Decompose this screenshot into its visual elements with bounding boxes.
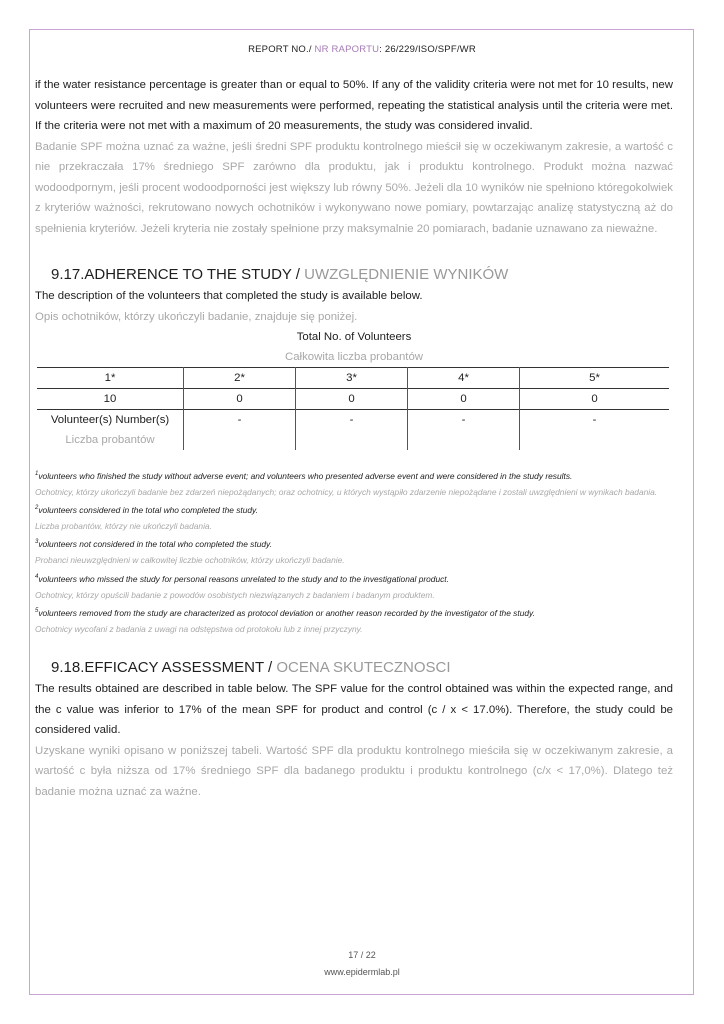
intro-paragraph-pl: Badanie SPF można uznać za ważne, jeśli średni SPF produktu kontrolnego mieścił się w oczekiwanym zakresie, a wartość c nie przekraczała 17% średniego SPF zarówno dla produktu, jak i produktu kontrolnego. Produkt można nazwać wodoodpornym, jeśli procent wodoodporności jest większy lub równy 50%. Jeżeli dla 10 wyników nie spełniono któregokolwiek z kryteriów ważności, rekrutowano nowych ochotników i wykonywano nowe pomiary, powtarzając analizę statystyczną aż do spełnienia kryteriów. Jeżeli kryteria nie zostały spełnione przy maksymalnie 20 pomiarach, badanie uznawano za nieważne. <box>35 140 673 235</box>
table-total-cell: 0 <box>296 389 408 410</box>
table-total-cell: 10 <box>103 393 117 405</box>
page-content <box>35 75 673 802</box>
table-total-cell: 0 <box>184 389 296 410</box>
section-918-heading <box>35 659 673 676</box>
footnote-pl: Probanci nieuwzględnieni w całkowitej liczbie ochotników, którzy ukończyli badanie. <box>35 555 345 566</box>
table-number-cell: - <box>296 410 408 451</box>
table-header-cell: 2* <box>184 368 296 389</box>
table-totals-row <box>37 389 669 410</box>
section-917-heading <box>35 266 673 283</box>
section-918-text-en: The results obtained are described in table below. The SPF value for the control obtained was within the expected range, and the c value was inferior to 17% of the mean SPF for product and control (c / x < 17.0%). Therefore, the study could be considered valid. <box>35 683 673 737</box>
footnote-en: $^3$volunteers not considered in the total who completed the study. <box>35 539 272 550</box>
footnotes <box>35 466 673 637</box>
footnote-pl: Ochotnicy, którzy ukończyli badanie bez zdarzeń niepożądanych; oraz ochotnicy, u których wystąpiło zdarzenie niepożądane i zostali uwzględnieni w wynikach badania. <box>35 487 658 497</box>
volunteers-table <box>37 367 669 450</box>
footnote-pl: Ochotnicy wycofani z badania z uwagi na odstępstwa od protokołu lub z innej przyczyny. <box>35 623 363 634</box>
section-917-text-en: The description of the volunteers that completed the study is available below. <box>35 290 423 302</box>
footnote-en: $^1$volunteers who finished the study without adverse event; and volunteers who presented adverse event and were considered in the study results. <box>35 470 573 481</box>
report-header <box>0 44 724 55</box>
section-918-text-pl: Uzyskane wyniki opisano w poniższej tabeli. Wartość SPF dla produktu kontrolnego mieściła się w oczekiwanym zakresie, a wartość c była niższa od 17% średniego SPF dla badanego produktu i produktu kontrolnego (c/x < 17,0%). Dlatego też badanie można uznać za ważne. <box>35 744 673 798</box>
report-number: : 26/229/ISO/SPF/WR <box>379 44 476 55</box>
section-917-text-pl: Opis ochotników, którzy ukończyli badanie, znajduje się poniżej. <box>35 310 358 323</box>
footnote-pl: Ochotnicy, którzy opuścili badanie z powodów osobistych niezwiązanych z badaniem i badanym produktem. <box>35 589 435 600</box>
intro-paragraph-en: if the water resistance percentage is greater than or equal to 50%. If any of the validity criteria were not met for 10 results, new volunteers were recruited and new measurements were performed, repeating the statistical analysis until the criteria were met. If the criteria were not met with a maximum of 20 measurements, the study was considered invalid. <box>35 79 673 132</box>
table-total-cell: 0 <box>408 389 520 410</box>
page-number: 17 / 22 <box>348 950 376 960</box>
section-917-title-pl: UWZGLĘDNIENIE WYNIKÓW <box>304 266 509 283</box>
footnote-en: $^4$volunteers who missed the study for personal reasons unrelated to the study and to the investigational product. <box>35 573 449 584</box>
footnote-pl: Liczba probantów, którzy nie ukończyli badania. <box>35 521 212 532</box>
table-number-cell: - <box>184 410 296 451</box>
report-prefix-pl: NR RAPORTU <box>314 44 380 55</box>
section-918-title-pl: OCENA SKUTECZNOSCI <box>276 659 451 677</box>
table-header-cell: 5* <box>520 368 670 389</box>
report-prefix: REPORT NO./ <box>248 44 315 55</box>
website-link[interactable]: www.epidermlab.pl <box>324 967 400 977</box>
table-number-cell: - <box>520 410 670 451</box>
table-header-cell: 1* <box>104 372 116 384</box>
footnote-en: $^2$volunteers considered in the total who completed the study. <box>35 505 258 515</box>
table-row-label <box>37 410 184 451</box>
table-title-en: Total No. of Volunteers <box>296 331 412 343</box>
table-header-row <box>37 368 669 389</box>
table-header-cell: 4* <box>408 368 520 389</box>
table-number-cell: - <box>408 410 520 451</box>
table-title-pl: Całkowita liczba probantów <box>284 351 424 363</box>
row-label-pl: Liczba probantów <box>65 434 155 446</box>
table-total-cell: 0 <box>520 389 670 410</box>
table-header-cell: 3* <box>296 368 408 389</box>
row-label-en: Volunteer(s) Number(s) <box>50 414 170 426</box>
section-918-title-en: 9.18.EFFICACY ASSESSMENT / <box>51 659 277 677</box>
section-917-title-en: 9.17.ADHERENCE TO THE STUDY / <box>51 266 305 283</box>
table-numbers-row <box>37 410 669 451</box>
footnote-en: $^5$volunteers removed from the study are characterized as protocol deviation or another reason recorded by the investigator of the study. <box>35 607 535 618</box>
